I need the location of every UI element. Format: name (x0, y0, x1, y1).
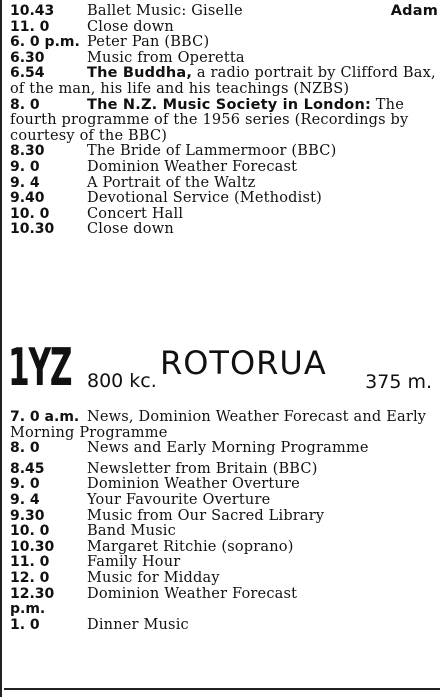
schedule-entry (10, 441, 438, 457)
station-wavelength: 375 m. (365, 371, 432, 393)
schedule-entry (10, 191, 438, 207)
entry-time: 6. 0 p.m. (10, 34, 80, 51)
entry-time: 12. 0 (10, 569, 50, 586)
schedule-entry (10, 540, 438, 556)
entry-time: 12.30 p.m. (10, 585, 55, 618)
station-heading (8, 340, 438, 400)
schedule-entry (10, 587, 438, 618)
schedule-entry (10, 144, 438, 160)
entry-text: a radio portrait by Clifford Bax, of the man, his life and his teachings (NZBS) (10, 65, 436, 97)
entry-text: Ballet Music: Giselle (87, 3, 243, 19)
entry-text: Close down (87, 221, 174, 238)
entry-time: 10. 0 (10, 523, 50, 540)
entry-text: The Bride of Lammermoor (BBC) (87, 143, 337, 160)
entry-time: 8. 0 (10, 96, 40, 113)
entry-time: 8.45 (10, 460, 45, 477)
schedule-entry (10, 571, 438, 587)
entry-text: The fourth programme of the 1956 series (Recordings by courtesy of the BBC) (10, 96, 409, 144)
entry-time: 11. 0 (10, 554, 50, 571)
entry-time: 9.40 (10, 190, 45, 207)
entry-time: 6.54 (10, 65, 45, 82)
entry-time: 8. 0 (10, 440, 40, 457)
schedule-entry (10, 509, 438, 525)
entry-time: 11. 0 (10, 18, 50, 35)
schedule-entry (10, 524, 438, 540)
entry-time: 10.30 (10, 221, 55, 238)
entry-text: Dinner Music (87, 616, 189, 633)
entry-time: 7. 0 a.m. (10, 409, 80, 425)
entry-text: Peter Pan (BBC) (87, 34, 210, 51)
entry-text: Devotional Service (Methodist) (87, 190, 322, 207)
entry-time: 9. 4 (10, 491, 40, 508)
station-frequency: 800 kc. (87, 370, 157, 392)
entry-text: Family Hour (87, 554, 181, 571)
entry-text: A Portrait of the Waltz (87, 174, 256, 191)
schedule-entry (10, 51, 438, 67)
entry-time: 9.30 (10, 507, 45, 524)
entry-text: Newsletter from Britain (BBC) (87, 460, 318, 477)
entry-text: Margaret Ritchie (soprano) (87, 538, 294, 555)
schedule-entry (10, 98, 438, 145)
entry-time: 10.30 (10, 538, 55, 555)
schedule-block-top (10, 4, 438, 238)
schedule-block-bottom (10, 410, 438, 633)
schedule-entry (10, 555, 438, 571)
entry-text: Music from Operetta (87, 49, 245, 66)
schedule-entry (10, 4, 438, 20)
schedule-entry (10, 222, 438, 238)
schedule-entry (10, 20, 438, 36)
entry-time: 9. 4 (10, 174, 40, 191)
entry-text: Dominion Weather Overture (87, 476, 300, 493)
bottom-rule (4, 688, 440, 690)
schedule-entry (10, 66, 438, 97)
schedule-entry (10, 35, 438, 51)
entry-text: Your Favourite Overture (87, 491, 271, 508)
entry-text: Dominion Weather Forecast (87, 585, 298, 602)
schedule-entry (10, 462, 438, 478)
entry-time: 6.30 (10, 49, 45, 66)
entry-time: 10.43 (10, 3, 55, 19)
left-column-rule (0, 0, 2, 697)
schedule-entry (10, 618, 438, 634)
entry-text: Band Music (87, 523, 176, 540)
entry-text: Dominion Weather Forecast (87, 158, 298, 175)
entry-composer: Adam (390, 3, 438, 19)
entry-text: Close down (87, 18, 174, 35)
schedule-entry (10, 160, 438, 176)
schedule-entry (10, 493, 438, 509)
entry-title: The N.Z. Music Society in London: (87, 96, 371, 113)
entry-time: 9. 0 (10, 158, 40, 175)
entry-text: News and Early Morning Programme (87, 440, 369, 457)
schedule-entry (10, 207, 438, 223)
entry-text: News, Dominion Weather Forecast and Early Morning Programme (10, 409, 427, 441)
entry-text: Music for Midday (87, 569, 220, 586)
schedule-entry (10, 410, 438, 441)
entry-time: 10. 0 (10, 205, 50, 222)
entry-text: Concert Hall (87, 205, 184, 222)
station-callsign: 1YZ (8, 338, 72, 398)
entry-time: 8.30 (10, 143, 45, 160)
entry-title: The Buddha, (87, 65, 193, 82)
entry-time: 1. 0 (10, 616, 40, 633)
station-name: ROTORUA (160, 344, 327, 382)
entry-text: Music from Our Sacred Library (87, 507, 325, 524)
schedule-entry (10, 477, 438, 493)
schedule-entry (10, 176, 438, 192)
entry-time: 9. 0 (10, 476, 40, 493)
